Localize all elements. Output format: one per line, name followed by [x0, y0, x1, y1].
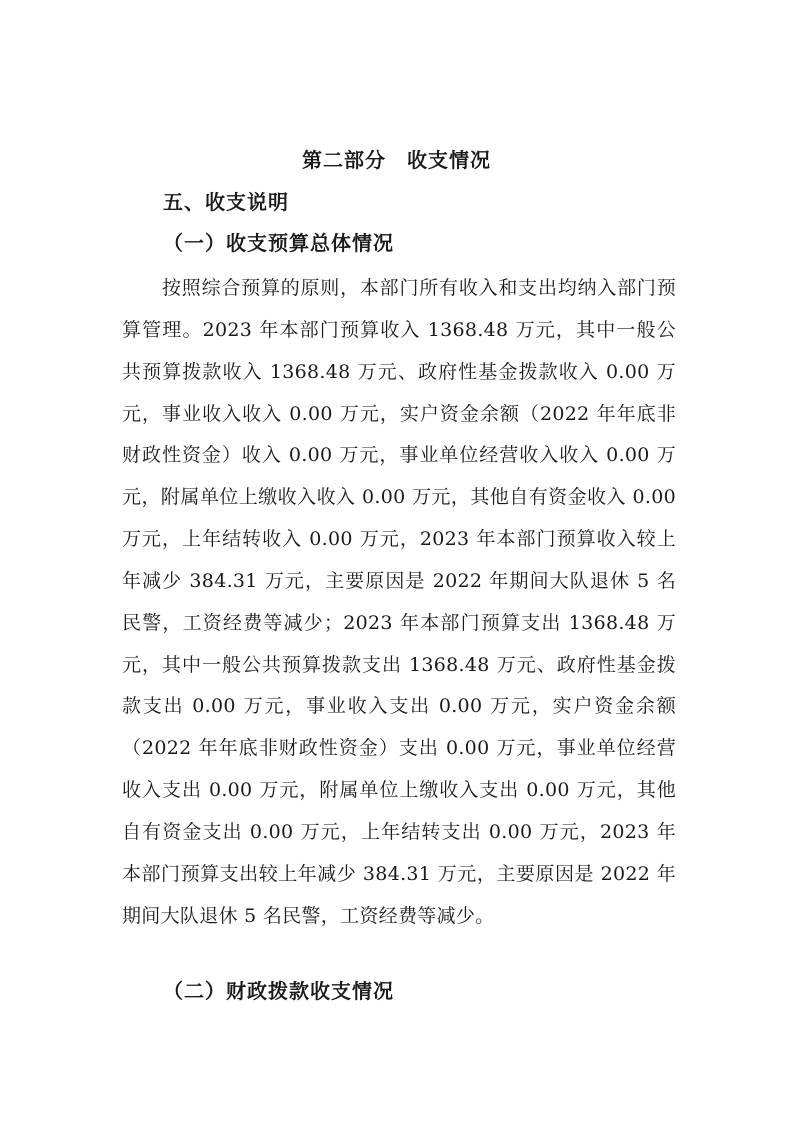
subsection-heading-budget-overview: （一）收支预算总体情况	[163, 231, 394, 255]
subsection-heading-fiscal-appropriation: （二）财政拨款收支情况	[163, 979, 394, 1003]
budget-overview-paragraph: 按照综合预算的原则，本部门所有收入和支出均纳入部门预算管理。2023 年本部门预算收入 1368.48 万元，其中一般公共预算拨款收入 1368.48 万元、政府性基金拨款收入 0.00 万元，事业收入收入 0.00 万元，实户资金余额（2022 年年底非财政性资金）收入 0.00 万元，事业单位经营收入收入 0.00 万元，附属单位上缴收入收入 0.00 万元，其他自有资金收入 0.00 万元，上年结转收入 0.00 万元，2023 年本部门预算收入较上年减少 384.31 万元，主要原因是 2022 年期间大队退休 5 名民警，工资经费等减少；2023 年本部门预算支出 1368.48 万元，其中一般公共预算拨款支出 1368.48 万元、政府性基金拨款支出 0.00 万元，事业收入支出 0.00 万元，实户资金余额（2022 年年底非财政性资金）支出 0.00 万元，事业单位经营收入支出 0.00 万元，附属单位上缴收入支出 0.00 万元，其他自有资金支出 0.00 万元，上年结转支出 0.00 万元，2023 年本部门预算支出较上年减少 384.31 万元，主要原因是 2022 年期间大队退休 5 名民警，工资经费等减少。	[122, 277, 676, 927]
part-title: 第二部分 收支情况	[302, 148, 491, 172]
section-heading: 五、收支说明	[163, 190, 289, 214]
